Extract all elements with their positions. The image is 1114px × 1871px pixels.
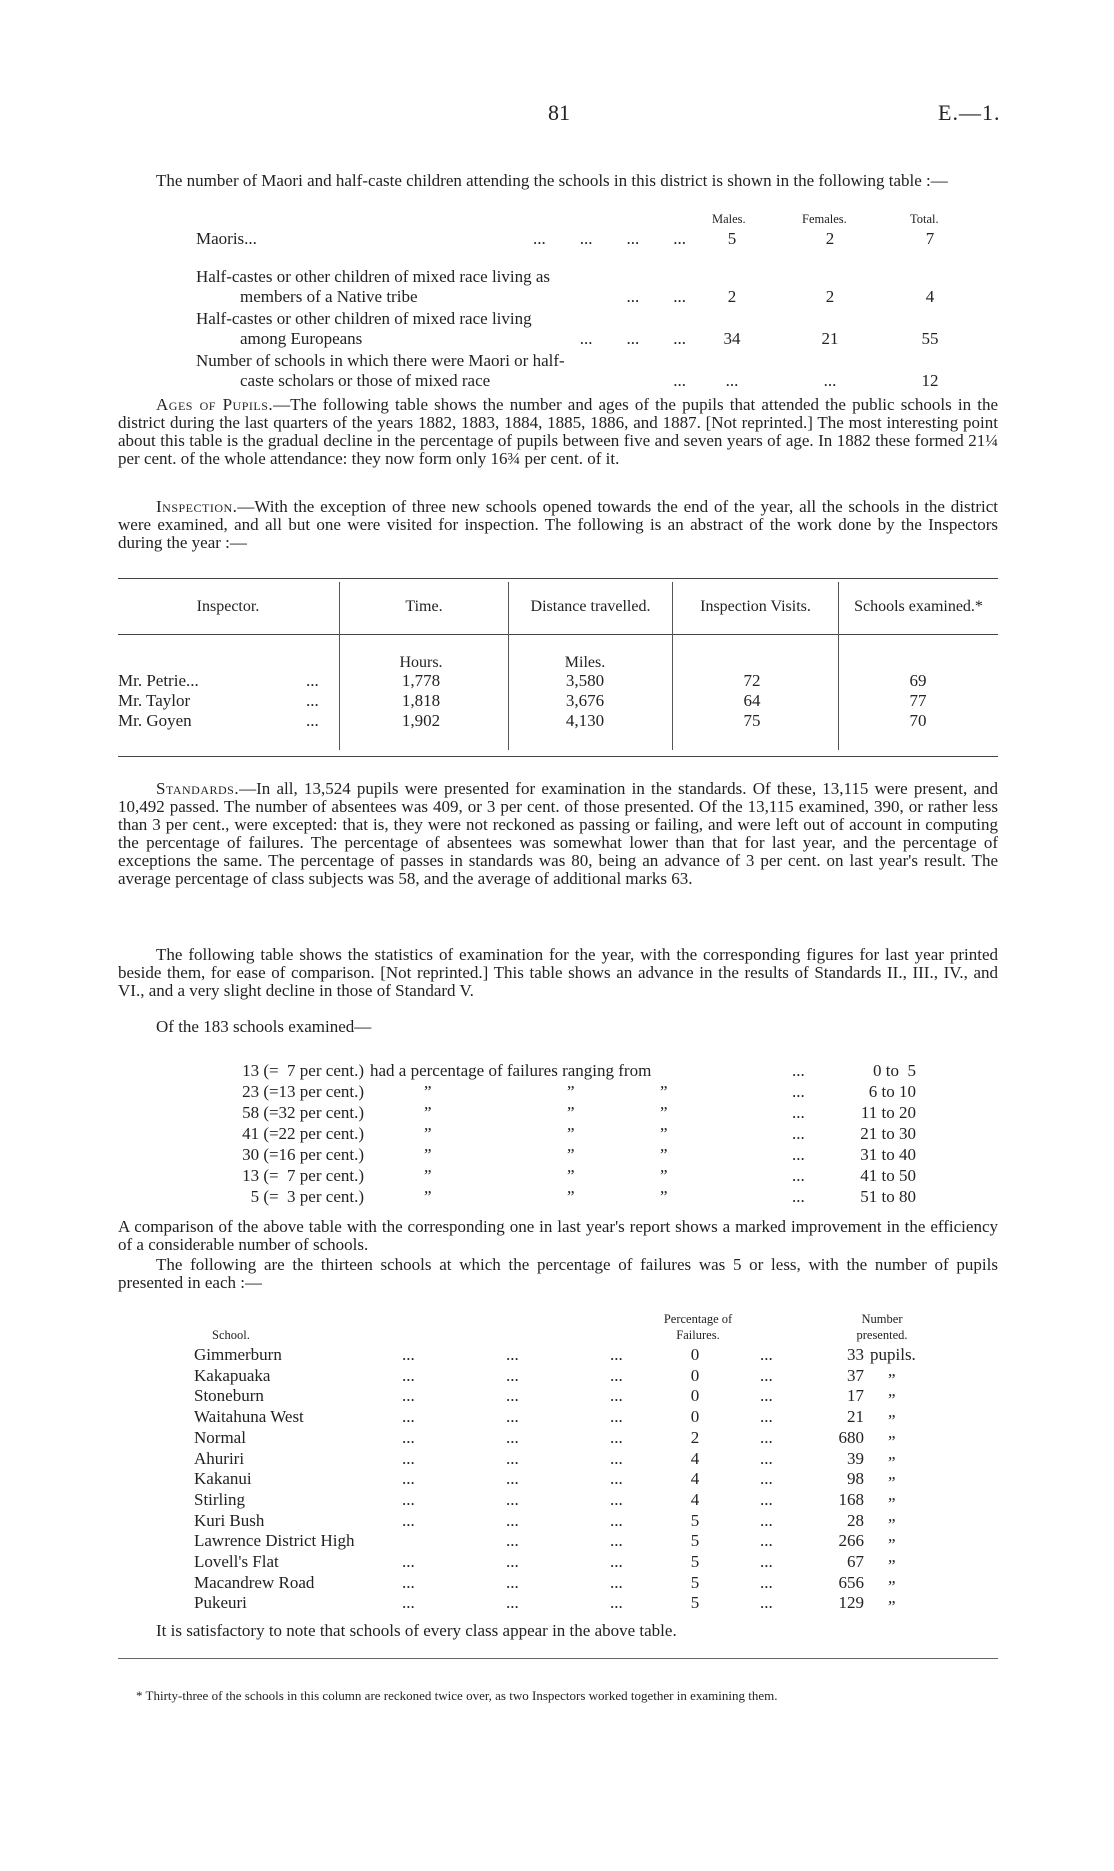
inspection-paragraph: Inspection.—With the exception of three new schools opened towards the end of the year, all the schools in the district were examined, and all but one were visited for inspection. The following is an abstract of the work done by the Inspectors during the year :— (118, 497, 998, 552)
standards-paragraph: Standards.—In all, 13,524 pupils were presented for examination in the standards. Of these, 13,115 were present, and 10,492 passed. The number of absentees was 409, or 3 per cent. of those presented. Of the 13,115 examined, 390, or rather less than 3 per cent., were excepted: that is, they were not reckoned as passing or failing, and were left out of account in computing the percentage of failures. The percentage of absentees was somewhat lower than that for last year, and the percentage of exceptions the same. The percentage of passes in standards was 80, being an advance of 3 per cent. on last year's result. The average percentage of class subjects was 58, and the average of additional marks 63. (118, 779, 998, 888)
failure-range: 6 to 10 (868, 1082, 916, 1101)
dot-leader: ... (610, 1448, 623, 1468)
ditto-mark: ” (660, 1145, 668, 1164)
schools-count: 30 (=16 per cent.) (242, 1145, 364, 1164)
miles-value: 3,580 (565, 671, 605, 690)
ditto-mark: ” (888, 1597, 896, 1617)
ditto-mark: ” (660, 1124, 668, 1143)
pupils-presented: 67 (847, 1552, 864, 1571)
school-name: Stirling (194, 1489, 246, 1509)
ditto-mark: ” (888, 1535, 896, 1555)
time-header: Time. (405, 598, 443, 615)
dot-leader: ... (610, 1407, 623, 1427)
ditto-mark: ” (424, 1082, 432, 1101)
visits-value: 72 (743, 671, 761, 690)
inspection-heading: Inspection. (156, 497, 238, 516)
standards-paragraph-2: The following table shows the statistics of examination for the year, with the corresponding figures for last year printed beside them, for ease of comparison. [Not reprinted.] This table shows an advance in the results of Standards II., III., IV., and VI., and a very slight decline in those of Standard V. (118, 945, 998, 1000)
schools-count: 13 (= 7 per cent.) (242, 1166, 364, 1185)
dot-leader: ... (792, 1166, 805, 1185)
dot-leader: ... (610, 1572, 623, 1592)
standards-heading: Standards. (156, 779, 240, 798)
school-name: Kakanui (194, 1469, 252, 1489)
dot-leader: ... (760, 1489, 773, 1509)
dot-leader: ... (506, 1345, 519, 1364)
ditto-mark: ” (567, 1166, 575, 1185)
dot-leader: ... (402, 1552, 415, 1571)
dot-leader: ... (402, 1489, 415, 1509)
ages-heading: Ages of Pupils. (156, 395, 274, 414)
page-number: 81 (548, 100, 570, 125)
failure-pct: 4 (690, 1469, 700, 1489)
males-value: ... (725, 371, 739, 390)
dot-leader: ... (792, 1103, 805, 1122)
dot-leader: ... (402, 1407, 415, 1427)
failure-range: 0 to 5 (873, 1061, 916, 1080)
dot-leader: ... (792, 1124, 805, 1143)
dot-leader: ... (760, 1386, 773, 1406)
pupils-presented: 680 (838, 1427, 864, 1447)
failure-pct: 5 (690, 1593, 700, 1613)
inspector-name: Mr. Petrie... (118, 671, 199, 690)
failure-pct: 0 (690, 1407, 700, 1427)
schools-count: 58 (=32 per cent.) (242, 1103, 364, 1122)
dot-leader: ... (610, 1531, 623, 1551)
attendance-label-cont: caste scholars or those of mixed race (240, 371, 491, 390)
pupils-presented: 129 (838, 1593, 864, 1613)
pupils-presented: 28 (847, 1510, 864, 1530)
school-name: Kuri Bush (194, 1510, 265, 1530)
hours-unit: Hours. (399, 654, 443, 671)
pupils-word: pupils. (870, 1345, 916, 1364)
pupils-presented: 266 (838, 1531, 864, 1551)
dot-leader: ... (792, 1082, 805, 1101)
school-name: Ahuriri (194, 1448, 245, 1468)
dot-leader: ... (610, 1469, 623, 1489)
ditto-mark: ” (888, 1411, 896, 1431)
total-value: 4 (925, 287, 935, 306)
schools-count: 23 (=13 per cent.) (242, 1082, 364, 1101)
school-name: Waitahuna West (194, 1407, 304, 1427)
document-code: E.—1. (938, 100, 1001, 125)
dot-leader: ... (506, 1448, 519, 1468)
dot-leader: ... (760, 1531, 773, 1551)
ditto-mark: ” (424, 1103, 432, 1122)
failure-range: 11 to 20 (860, 1103, 916, 1122)
dot-leader: ... (506, 1552, 519, 1571)
num-header-1: Number (861, 1312, 903, 1326)
failure-pct: 5 (690, 1510, 700, 1530)
pupils-presented: 33 (847, 1345, 864, 1364)
miles-unit: Miles. (564, 654, 606, 671)
dot-leader: ... (506, 1407, 519, 1427)
ditto-mark: ” (660, 1187, 668, 1206)
ditto-mark: ” (660, 1082, 668, 1101)
intro-paragraph: The number of Maori and half-caste children attending the schools in this district is shown in the following table :— (156, 171, 948, 190)
ditto-mark: ” (660, 1166, 668, 1185)
ditto-mark: ” (888, 1576, 896, 1596)
school-header: School. (212, 1328, 250, 1342)
closing-paragraph: It is satisfactory to note that schools of every class appear in the above table. (156, 1621, 677, 1640)
dot-leader: ... (792, 1145, 805, 1164)
ditto-mark: ” (424, 1145, 432, 1164)
dot-leader: ... (402, 1510, 415, 1530)
examined-value: 70 (909, 711, 927, 730)
comparison-paragraph: A comparison of the above table with the corresponding one in last year's report shows a marked improvement in the efficiency of a considerable number of schools. (118, 1217, 998, 1254)
dot-leader: ... (306, 671, 319, 690)
total-header: Total. (910, 212, 939, 226)
females-value: ... (823, 371, 837, 390)
miles-value: 4,130 (565, 711, 605, 730)
failure-pct: 4 (690, 1489, 700, 1509)
school-name: Pukeuri (194, 1593, 247, 1613)
failure-range: 41 to 50 (860, 1166, 916, 1185)
failure-pct: 0 (690, 1345, 700, 1364)
examined-header: Schools examined.* (854, 598, 983, 615)
dot-leader: ... (760, 1345, 773, 1364)
dot-leader: ... (610, 1345, 623, 1364)
hours-value: 1,902 (401, 711, 441, 730)
females-value: 2 (825, 287, 835, 306)
dot-leader: ... (610, 1427, 623, 1447)
pupils-presented: 17 (847, 1386, 864, 1406)
pct-header-2: Failures. (676, 1328, 720, 1342)
examined-value: 77 (909, 691, 927, 710)
ditto-mark: ” (424, 1187, 432, 1206)
pct-header-1: Percentage of (663, 1312, 733, 1326)
ditto-mark: ” (567, 1145, 575, 1164)
thirteen-intro-paragraph: The following are the thirteen schools at which the percentage of failures was 5 or less, with the number of pupils presented in each :— (118, 1255, 998, 1292)
failure-pct: 0 (690, 1386, 700, 1406)
failure-range: 31 to 40 (860, 1145, 916, 1164)
total-value: 12 (921, 371, 939, 390)
failure-pct: 0 (690, 1365, 700, 1385)
dot-leader: ... (402, 1427, 415, 1447)
ditto-mark: ” (567, 1187, 575, 1206)
dot-leader: ... (760, 1448, 773, 1468)
dot-leader: ... (506, 1365, 519, 1385)
ditto-mark: ” (888, 1452, 896, 1472)
ditto-mark: ” (888, 1556, 896, 1575)
males-value: 2 (727, 287, 737, 306)
school-name: Macandrew Road (194, 1572, 315, 1592)
females-header: Females. (802, 212, 847, 226)
attendance-label-cont: among Europeans (240, 329, 363, 348)
pupils-presented: 656 (838, 1572, 864, 1592)
males-value: 5 (727, 229, 737, 248)
dot-leader: ... ... ... ... (533, 229, 686, 248)
hours-value: 1,818 (401, 691, 441, 710)
school-name: Normal (194, 1427, 246, 1447)
school-name: Kakapuaka (194, 1365, 271, 1385)
dot-leader: ... (792, 1187, 805, 1206)
males-value: 34 (723, 329, 741, 348)
school-name: Stoneburn (194, 1386, 264, 1406)
ditto-mark: ” (888, 1369, 896, 1389)
dot-leader: ... (402, 1386, 415, 1406)
dot-leader: ... (760, 1510, 773, 1530)
footnote-rule (118, 1658, 998, 1659)
school-name: Gimmerburn (194, 1345, 282, 1364)
dot-leader: ... (673, 371, 686, 390)
pupils-presented: 168 (838, 1489, 864, 1509)
dot-leader: ... (760, 1365, 773, 1385)
dot-leader: ... (760, 1572, 773, 1592)
dot-leader: ... (402, 1469, 415, 1489)
dot-leader: ... (506, 1510, 519, 1530)
distance-header: Distance travelled. (530, 598, 651, 615)
failure-pct: 5 (690, 1572, 700, 1592)
schools-count: 41 (=22 per cent.) (242, 1124, 364, 1143)
footnote: * Thirty-three of the schools in this column are reckoned twice over, as two Inspectors worked together in examining them. (136, 1688, 778, 1703)
dot-leader: ... (506, 1572, 519, 1592)
ditto-mark: ” (888, 1473, 896, 1493)
ditto-mark: ” (888, 1431, 896, 1451)
failure-range: 51 to 80 (860, 1187, 916, 1206)
dot-leader: ... (402, 1345, 415, 1364)
attendance-label: Maoris... (196, 229, 257, 248)
inspector-name: Mr. Goyen (118, 711, 192, 730)
dot-leader: ... (610, 1489, 623, 1509)
total-value: 7 (925, 229, 935, 248)
failure-pct: 4 (690, 1448, 700, 1468)
females-value: 2 (825, 229, 835, 248)
inspector-header: Inspector. (196, 598, 260, 615)
dot-leader: ... (506, 1531, 519, 1551)
dot-leader: ... ... (626, 287, 686, 306)
ditto-mark: ” (424, 1124, 432, 1143)
dot-leader: ... (402, 1365, 415, 1385)
dot-leader: ... (610, 1386, 623, 1406)
pupils-presented: 39 (847, 1448, 864, 1468)
failure-pct: 2 (690, 1427, 700, 1447)
schools-count: 5 (= 3 per cent.) (250, 1187, 364, 1206)
failure-range-text: had a percentage of failures ranging from (370, 1061, 652, 1080)
pupils-presented: 21 (847, 1407, 864, 1427)
males-header: Males. (712, 212, 746, 226)
ditto-mark: ” (888, 1493, 896, 1513)
num-header-2: presented. (856, 1328, 908, 1342)
visits-value: 75 (743, 711, 761, 730)
dot-leader: ... (402, 1572, 415, 1592)
dot-leader: ... (610, 1365, 623, 1385)
dot-leader: ... (760, 1552, 773, 1571)
failure-pct: 5 (690, 1552, 700, 1571)
ditto-mark: ” (567, 1082, 575, 1101)
standards-paragraph-3: Of the 183 schools examined— (156, 1017, 372, 1036)
school-name: Lawrence District High (194, 1531, 355, 1551)
dot-leader: ... (760, 1469, 773, 1489)
ditto-mark: ” (660, 1103, 668, 1122)
miles-value: 3,676 (565, 691, 605, 710)
dot-leader: ... ... ... (579, 329, 686, 348)
dot-leader: ... (792, 1061, 805, 1080)
visits-value: 64 (743, 691, 761, 710)
dot-leader: ... (610, 1510, 623, 1530)
failure-range: 21 to 30 (860, 1124, 916, 1143)
dot-leader: ... (506, 1593, 519, 1613)
attendance-label-cont: members of a Native tribe (240, 287, 418, 306)
dot-leader: ... (506, 1427, 519, 1447)
schools-count: 13 (= 7 per cent.) (242, 1061, 364, 1080)
dot-leader: ... (506, 1489, 519, 1509)
visits-header: Inspection Visits. (700, 598, 811, 615)
inspector-name: Mr. Taylor (118, 691, 191, 710)
pupils-presented: 37 (847, 1365, 864, 1385)
ditto-mark: ” (567, 1124, 575, 1143)
dot-leader: ... (610, 1593, 623, 1613)
ditto-mark: ” (888, 1514, 896, 1534)
dot-leader: ... (402, 1593, 415, 1613)
ditto-mark: ” (424, 1166, 432, 1185)
hours-value: 1,778 (401, 671, 441, 690)
examined-value: 69 (909, 671, 927, 690)
attendance-label: Half-castes or other children of mixed race living as (196, 267, 551, 286)
ditto-mark: ” (567, 1103, 575, 1122)
ditto-mark: ” (888, 1390, 896, 1410)
attendance-label: Half-castes or other children of mixed race living (196, 309, 532, 328)
dot-leader: ... (306, 711, 319, 730)
dot-leader: ... (506, 1469, 519, 1489)
failure-pct: 5 (690, 1531, 700, 1551)
dot-leader: ... (610, 1552, 623, 1571)
dot-leader: ... (760, 1427, 773, 1447)
dot-leader: ... (760, 1407, 773, 1427)
dot-leader: ... (402, 1448, 415, 1468)
school-name: Lovell's Flat (194, 1552, 279, 1571)
dot-leader: ... (760, 1593, 773, 1613)
pupils-presented: 98 (847, 1469, 864, 1489)
total-value: 55 (921, 329, 939, 348)
dot-leader: ... (506, 1386, 519, 1406)
ages-paragraph: Ages of Pupils.—The following table shows the number and ages of the pupils that attended the public schools in the district during the last quarters of the years 1882, 1883, 1884, 1885, 1886, and 1887. [Not reprinted.] The most interesting point about this table is the gradual decline in the percentage of pupils between five and seven years of age. In 1882 these formed 21¼ per cent. of the whole attendance: they now form only 16¾ per cent. of it. (118, 395, 998, 468)
dot-leader: ... (306, 691, 319, 710)
attendance-label: Number of schools in which there were Maori or half- (196, 351, 565, 370)
females-value: 21 (821, 329, 839, 348)
